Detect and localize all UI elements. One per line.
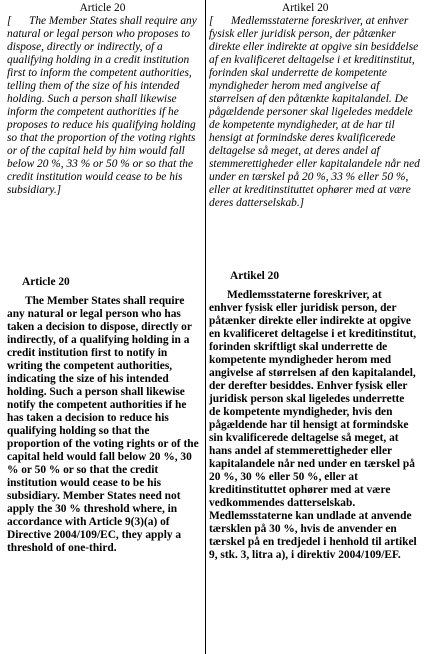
english-new-article-text: The Member States shall require any natural or legal person who has taken a decision to dispose, directly or indirectly, of a qualifying holding in a credit institution first to notify in writing the competent authorities, indicating the size of his intended holding. Such a person shall likewise notify the competent authorities if he has taken a decision to reduce his qualifying holding so that the proportion of the voting rights or of the capital held would fall below 20 %, 30 % or 50 % or so that the credit institution would cease to be his subsidiary. Member States need not apply the 30 % threshold where, in accordance with Article 9(3)(a) of Directive 2004/109/EC, they apply a threshold of one-third. xyxy=(7,295,199,554)
danish-heading: Artikel 20 xyxy=(282,2,329,14)
danish-deleted-body: Medlemsstaterne foreskriver, at enhver fysisk eller juridisk person, der påtænker direkte eller indirekte at opgive sin besiddelse af en kvalificeret deltagelse i et kreditinstitut, forinden skal underrette de kompetente myndigheder herom med angivelse af størrelsen af den påtænkte kapitalandel. De pågældende personer skal ligeledes meddele de kompetente myndigheder, at de har til hensigt at formindske deres kvalificerede deltagelse så meget, at deres andel af stemmerettigheder eller kapitalandele når ned under en tærskel på 20 %, 33 % eller 50 %, eller at kreditinstituttet ophører med at være deres datterselskab.] xyxy=(209,15,420,209)
english-new-article-title: Article 20 xyxy=(22,276,70,288)
english-open-bracket: [ xyxy=(7,15,12,27)
english-deleted-text xyxy=(0,15,205,197)
danish-new-article-title: Artikel 20 xyxy=(230,270,280,282)
english-column xyxy=(0,0,205,554)
danish-open-bracket: [ xyxy=(209,15,214,27)
english-deleted-body: The Member States shall require any natural or legal person who proposes to dispose, directly or indirectly, of a qualifying holding in a credit institution first to inform the competent authorities, telling them of the size of his intended holding. Such a person shall likewise inform the competent authorities if he proposes to reduce his qualifying holding so that the proportion of the voting rights or of the capital held by him would fall below 20 %, 33 % or 50 % or so that the credit institution would cease to be his subsidiary.] xyxy=(7,15,197,196)
danish-column xyxy=(206,0,424,561)
english-heading: Article 20 xyxy=(79,2,126,14)
danish-new-article-text: Medlemsstaterne foreskriver, at enhver fysisk eller juridisk person, der påtænker direkte eller indirekte at opgive en kvalificeret deltagelse i et kreditinstitut, forinden skriftligt skal underrette de kompetente myndigheder herom med angivelse af størrelsen af den kapitalandel, der derefter besiddes. Enhver fysisk eller juridisk person skal ligeledes underrette de kompetente myndigheder, hvis den pågældende har til hensigt at formindske sin kvalificerede deltagelse så meget, at hans andel af stemmerettigheder eller kapitalandele når ned under en tærskel på 20 %, 30 % eller 50 %, eller at kreditinstituttet ophører med at være vedkommendes datterselskab. Medlemsstaterne kan undlade at anvende tærsklen på 30 %, hvis de anvender en tærskel på en tredjedel i henhold til artikel 9, stk. 3, litra a), i direktiv 2004/109/EF. xyxy=(209,289,417,561)
danish-deleted-text xyxy=(206,15,424,210)
